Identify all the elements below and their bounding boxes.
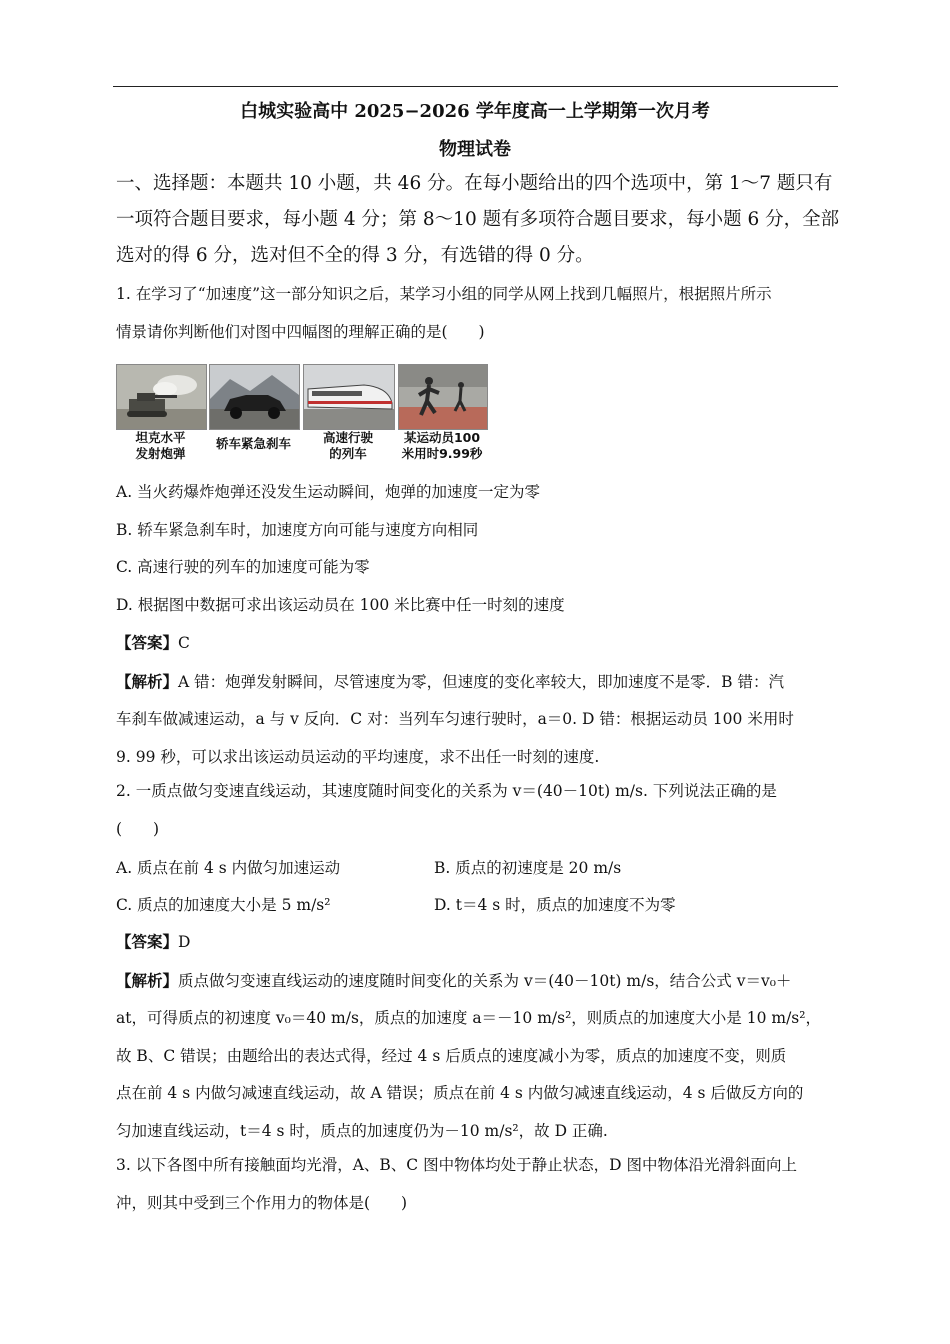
answer-value: C — [178, 634, 190, 652]
answer-line — [116, 923, 838, 962]
section-line: 一、选择题：本题共 10 小题，共 46 分。在每小题给出的四个选项中，第 1～7 题只有 — [116, 173, 833, 194]
analysis-text: 匀加速直线运动，t＝4 s 时，质点的加速度仍为－10 m/s²，故 D 正确. — [116, 1121, 608, 1140]
analysis-text: A 错：炮弹发射瞬间，尽管速度为零，但速度的变化率较大，即加速度不是零．B 错：汽 — [178, 672, 784, 691]
analysis-label: 【解析】 — [116, 970, 179, 990]
option-b: B. 轿车紧急刹车时，加速度方向可能与速度方向相同 — [116, 520, 479, 539]
analysis-text: at，可得质点的初速度 v₀＝40 m/s，质点的加速度 a＝－10 m/s²，则质点的加速度大小是 10 m/s²， — [116, 1009, 821, 1027]
answer-value: D — [178, 933, 191, 951]
option-d: D. t＝4 s 时，质点的加速度不为零 — [434, 896, 676, 914]
caption-line: 高速行驶 — [322, 430, 373, 445]
caption-line: 坦克水平 — [135, 430, 186, 445]
analysis-text: 车刹车做减速运动，a 与 v 反向．C 对：当列车匀速行驶时，a＝0. D 错：根据运动员 100 米用时 — [116, 710, 794, 728]
photo-caption — [205, 436, 302, 452]
stem-line: 3. 以下各图中所有接触面均光滑，A、B、C 图中物体均处于静止状态，D 图中物体沿光滑斜面向上 — [116, 1156, 797, 1174]
tank-icon — [116, 364, 207, 430]
question-3-stem — [116, 1147, 838, 1222]
option-a: A. 当火药爆炸炮弹还没发生运动瞬间，炮弹的加速度一定为零 — [116, 483, 541, 501]
answer-line — [116, 624, 838, 663]
option-c: C. 质点的加速度大小是 5 m/s² — [116, 896, 331, 914]
analysis-line — [116, 663, 838, 702]
question-1-stem — [116, 276, 838, 351]
caption-line: 轿车紧急刹车 — [215, 436, 291, 451]
header-rule — [113, 86, 838, 87]
option-c: C. 高速行驶的列车的加速度可能为零 — [116, 558, 370, 576]
stem-line: 2. 一质点做匀变速直线运动，其速度随时间变化的关系为 v＝(40－10t) m/s. 下列说法正确的是 — [116, 782, 777, 800]
stem-line: 1. 在学习了“加速度”这一部分知识之后，某学习小组的同学从网上找到几幅照片，根据照片所示 — [116, 285, 772, 303]
answer-label: 【答案】 — [116, 633, 179, 652]
stem-line: 情景请你判断他们对图中四幅图的理解正确的是( ) — [116, 322, 485, 341]
question-2-stem — [116, 773, 838, 848]
stem-line: 冲，则其中受到三个作用力的物体是( ) — [116, 1193, 408, 1212]
runner-icon — [398, 364, 488, 430]
caption-line: 某运动员100 — [403, 430, 481, 445]
analysis-label: 【解析】 — [116, 671, 179, 691]
train-icon — [303, 364, 395, 430]
photo-caption — [394, 430, 490, 462]
analysis-text: 故 B、C 错误；由题给出的表达式得，经过 4 s 后质点的速度减小为零，质点的加速度不变，则质 — [116, 1046, 787, 1065]
caption-line: 发射炮弹 — [135, 446, 186, 461]
section-instructions — [116, 166, 838, 274]
analysis-text: 质点做匀变速直线运动的速度随时间变化的关系为 v＝(40－10t) m/s，结合公式 v＝v₀＋ — [178, 971, 792, 990]
analysis-line — [116, 962, 838, 1001]
caption-line: 米用时9.99秒 — [401, 446, 483, 461]
section-line: 一项符合题目要求，每小题 4 分；第 8～10 题有多项符合题目要求，每小题 6 分，全部 — [116, 209, 840, 230]
analysis-text: 点在前 4 s 内做匀减速直线运动，故 A 错误；质点在前 4 s 内做匀减速直线运动，4 s 后做反方向的 — [116, 1084, 804, 1102]
analysis-text: 9. 99 秒，可以求出该运动员运动的平均速度，求不出任一时刻的速度. — [116, 747, 600, 766]
caption-line: 的列车 — [329, 446, 367, 461]
car-icon — [209, 364, 300, 430]
section-line: 选对的得 6 分，选对但不全的得 3 分，有选错的得 0 分。 — [116, 245, 594, 266]
stem-line: ( ) — [116, 819, 160, 838]
answer-label: 【答案】 — [116, 932, 179, 951]
photo-caption — [116, 430, 205, 462]
exam-title: 白城实验高中 2025−2026 学年度高一上学期第一次月考 — [240, 101, 710, 122]
option-b: B. 质点的初速度是 20 m/s — [434, 859, 622, 877]
option-d: D. 根据图中数据可求出该运动员在 100 米比赛中任一时刻的速度 — [116, 595, 565, 614]
exam-subtitle: 物理试卷 — [439, 139, 511, 160]
question-1-options — [116, 474, 838, 776]
question-2-answer — [116, 923, 838, 1150]
option-a: A. 质点在前 4 s 内做匀加速运动 — [116, 859, 341, 877]
photo-caption — [303, 430, 393, 462]
